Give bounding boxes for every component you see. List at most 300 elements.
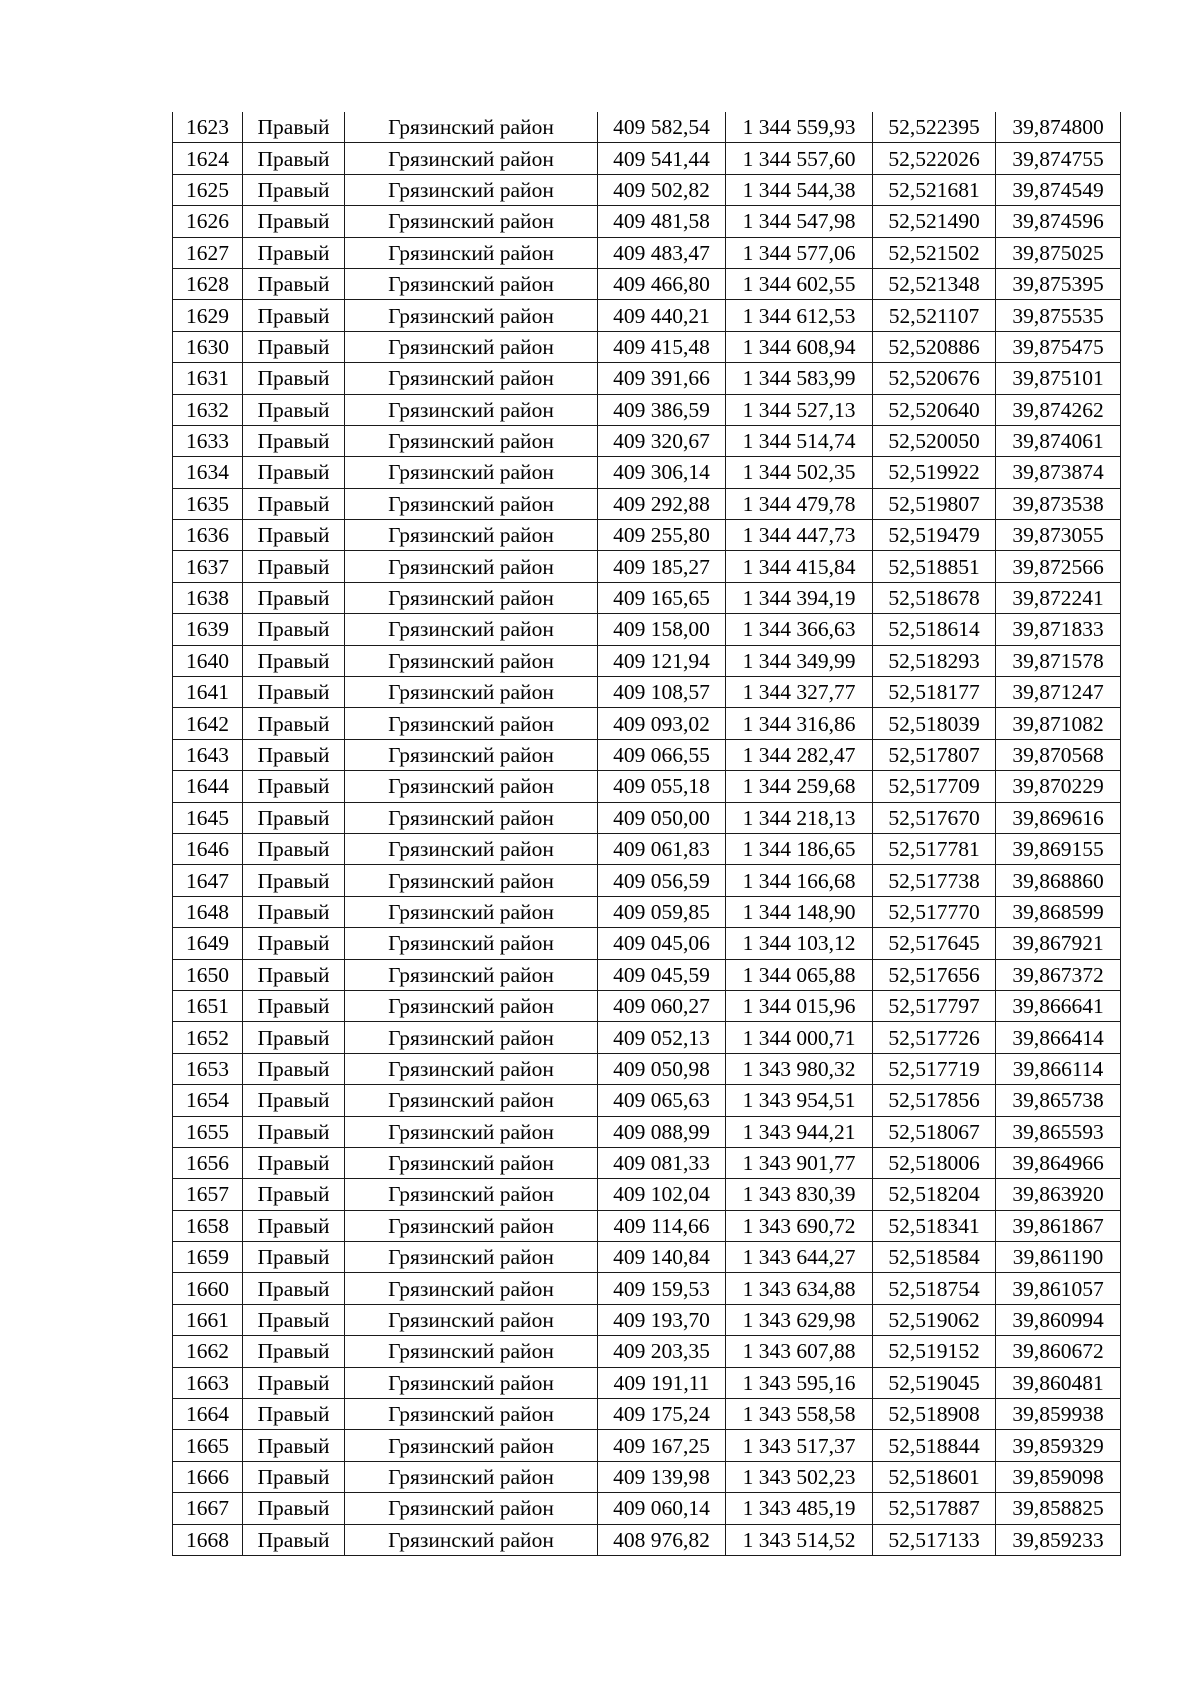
district-cell: Грязинский район xyxy=(345,928,598,959)
latitude-cell: 52,518584 xyxy=(873,1242,996,1273)
x-coordinate-cell: 409 193,70 xyxy=(598,1304,726,1335)
bank-side-cell: Правый xyxy=(243,990,345,1021)
point-number-cell: 1660 xyxy=(173,1273,243,1304)
longitude-cell: 39,875475 xyxy=(996,331,1121,362)
bank-side-cell: Правый xyxy=(243,928,345,959)
longitude-cell: 39,861190 xyxy=(996,1242,1121,1273)
x-coordinate-cell: 409 108,57 xyxy=(598,677,726,708)
x-coordinate-cell: 409 203,35 xyxy=(598,1336,726,1367)
y-coordinate-cell: 1 343 830,39 xyxy=(726,1179,873,1210)
y-coordinate-cell: 1 343 595,16 xyxy=(726,1367,873,1398)
y-coordinate-cell: 1 344 065,88 xyxy=(726,959,873,990)
x-coordinate-cell: 409 059,85 xyxy=(598,896,726,927)
x-coordinate-cell: 409 466,80 xyxy=(598,268,726,299)
bank-side-cell: Правый xyxy=(243,1179,345,1210)
longitude-cell: 39,868860 xyxy=(996,865,1121,896)
latitude-cell: 52,519807 xyxy=(873,488,996,519)
bank-side-cell: Правый xyxy=(243,331,345,362)
bank-side-cell: Правый xyxy=(243,143,345,174)
longitude-cell: 39,865738 xyxy=(996,1085,1121,1116)
point-number-cell: 1648 xyxy=(173,896,243,927)
point-number-cell: 1649 xyxy=(173,928,243,959)
point-number-cell: 1623 xyxy=(173,112,243,143)
district-cell: Грязинский район xyxy=(345,1273,598,1304)
bank-side-cell: Правый xyxy=(243,363,345,394)
table-row xyxy=(173,488,1121,519)
longitude-cell: 39,875025 xyxy=(996,237,1121,268)
latitude-cell: 52,519922 xyxy=(873,457,996,488)
point-number-cell: 1632 xyxy=(173,394,243,425)
y-coordinate-cell: 1 343 690,72 xyxy=(726,1210,873,1241)
latitude-cell: 52,517726 xyxy=(873,1022,996,1053)
bank-side-cell: Правый xyxy=(243,1430,345,1461)
bank-side-cell: Правый xyxy=(243,1493,345,1524)
table-row xyxy=(173,331,1121,362)
longitude-cell: 39,859329 xyxy=(996,1430,1121,1461)
point-number-cell: 1631 xyxy=(173,363,243,394)
longitude-cell: 39,872241 xyxy=(996,582,1121,613)
table-row xyxy=(173,833,1121,864)
table-row xyxy=(173,928,1121,959)
y-coordinate-cell: 1 344 394,19 xyxy=(726,582,873,613)
x-coordinate-cell: 409 066,55 xyxy=(598,739,726,770)
longitude-cell: 39,871833 xyxy=(996,614,1121,645)
x-coordinate-cell: 409 121,94 xyxy=(598,645,726,676)
latitude-cell: 52,517719 xyxy=(873,1053,996,1084)
bank-side-cell: Правый xyxy=(243,582,345,613)
point-number-cell: 1650 xyxy=(173,959,243,990)
latitude-cell: 52,519479 xyxy=(873,520,996,551)
x-coordinate-cell: 409 306,14 xyxy=(598,457,726,488)
table-row xyxy=(173,1179,1121,1210)
y-coordinate-cell: 1 344 015,96 xyxy=(726,990,873,1021)
district-cell: Грязинский район xyxy=(345,771,598,802)
district-cell: Грязинский район xyxy=(345,520,598,551)
table-row xyxy=(173,1367,1121,1398)
table-row xyxy=(173,112,1121,143)
latitude-cell: 52,521348 xyxy=(873,268,996,299)
x-coordinate-cell: 409 483,47 xyxy=(598,237,726,268)
table-row xyxy=(173,1147,1121,1178)
table-row xyxy=(173,174,1121,205)
point-number-cell: 1656 xyxy=(173,1147,243,1178)
longitude-cell: 39,870229 xyxy=(996,771,1121,802)
latitude-cell: 52,518908 xyxy=(873,1399,996,1430)
latitude-cell: 52,517656 xyxy=(873,959,996,990)
longitude-cell: 39,874061 xyxy=(996,425,1121,456)
table-row xyxy=(173,1085,1121,1116)
table-row xyxy=(173,708,1121,739)
longitude-cell: 39,871247 xyxy=(996,677,1121,708)
y-coordinate-cell: 1 343 944,21 xyxy=(726,1116,873,1147)
district-cell: Грязинский район xyxy=(345,833,598,864)
district-cell: Грязинский район xyxy=(345,708,598,739)
point-number-cell: 1657 xyxy=(173,1179,243,1210)
table-row xyxy=(173,739,1121,770)
longitude-cell: 39,861867 xyxy=(996,1210,1121,1241)
longitude-cell: 39,869155 xyxy=(996,833,1121,864)
table-row xyxy=(173,1336,1121,1367)
latitude-cell: 52,518851 xyxy=(873,551,996,582)
bank-side-cell: Правый xyxy=(243,959,345,990)
point-number-cell: 1664 xyxy=(173,1399,243,1430)
x-coordinate-cell: 409 391,66 xyxy=(598,363,726,394)
district-cell: Грязинский район xyxy=(345,802,598,833)
longitude-cell: 39,867372 xyxy=(996,959,1121,990)
bank-side-cell: Правый xyxy=(243,645,345,676)
longitude-cell: 39,875535 xyxy=(996,300,1121,331)
point-number-cell: 1666 xyxy=(173,1461,243,1492)
district-cell: Грязинский район xyxy=(345,645,598,676)
district-cell: Грязинский район xyxy=(345,1367,598,1398)
point-number-cell: 1658 xyxy=(173,1210,243,1241)
bank-side-cell: Правый xyxy=(243,614,345,645)
x-coordinate-cell: 409 140,84 xyxy=(598,1242,726,1273)
point-number-cell: 1659 xyxy=(173,1242,243,1273)
district-cell: Грязинский район xyxy=(345,865,598,896)
table-row xyxy=(173,237,1121,268)
point-number-cell: 1661 xyxy=(173,1304,243,1335)
table-row xyxy=(173,990,1121,1021)
bank-side-cell: Правый xyxy=(243,1336,345,1367)
bank-side-cell: Правый xyxy=(243,1399,345,1430)
y-coordinate-cell: 1 344 415,84 xyxy=(726,551,873,582)
longitude-cell: 39,859938 xyxy=(996,1399,1121,1430)
district-cell: Грязинский район xyxy=(345,1304,598,1335)
longitude-cell: 39,860481 xyxy=(996,1367,1121,1398)
bank-side-cell: Правый xyxy=(243,1022,345,1053)
point-number-cell: 1662 xyxy=(173,1336,243,1367)
bank-side-cell: Правый xyxy=(243,1273,345,1304)
y-coordinate-cell: 1 344 547,98 xyxy=(726,206,873,237)
latitude-cell: 52,519152 xyxy=(873,1336,996,1367)
table-row xyxy=(173,268,1121,299)
point-number-cell: 1652 xyxy=(173,1022,243,1053)
latitude-cell: 52,518614 xyxy=(873,614,996,645)
point-number-cell: 1653 xyxy=(173,1053,243,1084)
point-number-cell: 1625 xyxy=(173,174,243,205)
coordinates-table xyxy=(172,112,1121,1556)
bank-side-cell: Правый xyxy=(243,1242,345,1273)
latitude-cell: 52,517856 xyxy=(873,1085,996,1116)
y-coordinate-cell: 1 344 259,68 xyxy=(726,771,873,802)
latitude-cell: 52,517781 xyxy=(873,833,996,864)
district-cell: Грязинский район xyxy=(345,1210,598,1241)
point-number-cell: 1663 xyxy=(173,1367,243,1398)
point-number-cell: 1647 xyxy=(173,865,243,896)
y-coordinate-cell: 1 344 148,90 xyxy=(726,896,873,927)
y-coordinate-cell: 1 344 103,12 xyxy=(726,928,873,959)
table-row xyxy=(173,1273,1121,1304)
table-row xyxy=(173,771,1121,802)
x-coordinate-cell: 409 060,27 xyxy=(598,990,726,1021)
y-coordinate-cell: 1 343 485,19 xyxy=(726,1493,873,1524)
x-coordinate-cell: 409 093,02 xyxy=(598,708,726,739)
y-coordinate-cell: 1 343 558,58 xyxy=(726,1399,873,1430)
table-row xyxy=(173,1430,1121,1461)
district-cell: Грязинский район xyxy=(345,1147,598,1178)
district-cell: Грязинский район xyxy=(345,614,598,645)
district-cell: Грязинский район xyxy=(345,1399,598,1430)
district-cell: Грязинский район xyxy=(345,896,598,927)
y-coordinate-cell: 1 343 629,98 xyxy=(726,1304,873,1335)
y-coordinate-cell: 1 344 316,86 xyxy=(726,708,873,739)
longitude-cell: 39,866641 xyxy=(996,990,1121,1021)
x-coordinate-cell: 409 191,11 xyxy=(598,1367,726,1398)
latitude-cell: 52,517709 xyxy=(873,771,996,802)
longitude-cell: 39,875395 xyxy=(996,268,1121,299)
x-coordinate-cell: 409 060,14 xyxy=(598,1493,726,1524)
longitude-cell: 39,874596 xyxy=(996,206,1121,237)
point-number-cell: 1643 xyxy=(173,739,243,770)
latitude-cell: 52,518204 xyxy=(873,1179,996,1210)
x-coordinate-cell: 409 165,65 xyxy=(598,582,726,613)
y-coordinate-cell: 1 344 186,65 xyxy=(726,833,873,864)
y-coordinate-cell: 1 343 607,88 xyxy=(726,1336,873,1367)
latitude-cell: 52,518754 xyxy=(873,1273,996,1304)
table-row xyxy=(173,394,1121,425)
district-cell: Грязинский район xyxy=(345,739,598,770)
y-coordinate-cell: 1 344 327,77 xyxy=(726,677,873,708)
district-cell: Грязинский район xyxy=(345,268,598,299)
bank-side-cell: Правый xyxy=(243,677,345,708)
point-number-cell: 1629 xyxy=(173,300,243,331)
point-number-cell: 1624 xyxy=(173,143,243,174)
bank-side-cell: Правый xyxy=(243,1367,345,1398)
district-cell: Грязинский район xyxy=(345,112,598,143)
district-cell: Грязинский район xyxy=(345,1336,598,1367)
latitude-cell: 52,521502 xyxy=(873,237,996,268)
latitude-cell: 52,518844 xyxy=(873,1430,996,1461)
latitude-cell: 52,521681 xyxy=(873,174,996,205)
district-cell: Грязинский район xyxy=(345,488,598,519)
longitude-cell: 39,860672 xyxy=(996,1336,1121,1367)
table-row xyxy=(173,802,1121,833)
latitude-cell: 52,517738 xyxy=(873,865,996,896)
x-coordinate-cell: 409 185,27 xyxy=(598,551,726,582)
longitude-cell: 39,873538 xyxy=(996,488,1121,519)
bank-side-cell: Правый xyxy=(243,520,345,551)
point-number-cell: 1667 xyxy=(173,1493,243,1524)
point-number-cell: 1639 xyxy=(173,614,243,645)
longitude-cell: 39,860994 xyxy=(996,1304,1121,1335)
latitude-cell: 52,517807 xyxy=(873,739,996,770)
bank-side-cell: Правый xyxy=(243,771,345,802)
y-coordinate-cell: 1 344 612,53 xyxy=(726,300,873,331)
y-coordinate-cell: 1 343 517,37 xyxy=(726,1430,873,1461)
latitude-cell: 52,518039 xyxy=(873,708,996,739)
district-cell: Грязинский район xyxy=(345,990,598,1021)
x-coordinate-cell: 409 061,83 xyxy=(598,833,726,864)
longitude-cell: 39,866114 xyxy=(996,1053,1121,1084)
longitude-cell: 39,869616 xyxy=(996,802,1121,833)
table-row xyxy=(173,1116,1121,1147)
x-coordinate-cell: 409 159,53 xyxy=(598,1273,726,1304)
district-cell: Грязинский район xyxy=(345,582,598,613)
x-coordinate-cell: 409 292,88 xyxy=(598,488,726,519)
x-coordinate-cell: 409 045,06 xyxy=(598,928,726,959)
longitude-cell: 39,874262 xyxy=(996,394,1121,425)
x-coordinate-cell: 409 050,98 xyxy=(598,1053,726,1084)
bank-side-cell: Правый xyxy=(243,1461,345,1492)
table-row xyxy=(173,896,1121,927)
longitude-cell: 39,875101 xyxy=(996,363,1121,394)
bank-side-cell: Правый xyxy=(243,1524,345,1555)
table-row xyxy=(173,300,1121,331)
district-cell: Грязинский район xyxy=(345,363,598,394)
y-coordinate-cell: 1 343 634,88 xyxy=(726,1273,873,1304)
district-cell: Грязинский район xyxy=(345,1430,598,1461)
table-row xyxy=(173,425,1121,456)
district-cell: Грязинский район xyxy=(345,206,598,237)
district-cell: Грязинский район xyxy=(345,1116,598,1147)
district-cell: Грязинский район xyxy=(345,394,598,425)
x-coordinate-cell: 409 415,48 xyxy=(598,331,726,362)
longitude-cell: 39,871082 xyxy=(996,708,1121,739)
latitude-cell: 52,517645 xyxy=(873,928,996,959)
table-row xyxy=(173,363,1121,394)
y-coordinate-cell: 1 344 349,99 xyxy=(726,645,873,676)
district-cell: Грязинский район xyxy=(345,1524,598,1555)
table-row xyxy=(173,959,1121,990)
y-coordinate-cell: 1 344 479,78 xyxy=(726,488,873,519)
latitude-cell: 52,518177 xyxy=(873,677,996,708)
table-row xyxy=(173,1022,1121,1053)
district-cell: Грязинский район xyxy=(345,1022,598,1053)
latitude-cell: 52,517770 xyxy=(873,896,996,927)
point-number-cell: 1654 xyxy=(173,1085,243,1116)
latitude-cell: 52,517797 xyxy=(873,990,996,1021)
x-coordinate-cell: 409 481,58 xyxy=(598,206,726,237)
longitude-cell: 39,859098 xyxy=(996,1461,1121,1492)
point-number-cell: 1635 xyxy=(173,488,243,519)
point-number-cell: 1665 xyxy=(173,1430,243,1461)
y-coordinate-cell: 1 344 527,13 xyxy=(726,394,873,425)
table-row xyxy=(173,582,1121,613)
point-number-cell: 1646 xyxy=(173,833,243,864)
latitude-cell: 52,517670 xyxy=(873,802,996,833)
district-cell: Грязинский район xyxy=(345,1179,598,1210)
y-coordinate-cell: 1 344 000,71 xyxy=(726,1022,873,1053)
longitude-cell: 39,872566 xyxy=(996,551,1121,582)
x-coordinate-cell: 409 582,54 xyxy=(598,112,726,143)
point-number-cell: 1633 xyxy=(173,425,243,456)
point-number-cell: 1644 xyxy=(173,771,243,802)
table-row xyxy=(173,206,1121,237)
x-coordinate-cell: 409 386,59 xyxy=(598,394,726,425)
district-cell: Грязинский район xyxy=(345,300,598,331)
district-cell: Грязинский район xyxy=(345,677,598,708)
longitude-cell: 39,864966 xyxy=(996,1147,1121,1178)
table-row xyxy=(173,865,1121,896)
point-number-cell: 1668 xyxy=(173,1524,243,1555)
bank-side-cell: Правый xyxy=(243,206,345,237)
point-number-cell: 1637 xyxy=(173,551,243,582)
x-coordinate-cell: 409 052,13 xyxy=(598,1022,726,1053)
latitude-cell: 52,518293 xyxy=(873,645,996,676)
bank-side-cell: Правый xyxy=(243,1053,345,1084)
y-coordinate-cell: 1 344 166,68 xyxy=(726,865,873,896)
point-number-cell: 1641 xyxy=(173,677,243,708)
y-coordinate-cell: 1 344 514,74 xyxy=(726,425,873,456)
y-coordinate-cell: 1 344 577,06 xyxy=(726,237,873,268)
district-cell: Грязинский район xyxy=(345,237,598,268)
y-coordinate-cell: 1 344 559,93 xyxy=(726,112,873,143)
x-coordinate-cell: 409 050,00 xyxy=(598,802,726,833)
y-coordinate-cell: 1 344 544,38 xyxy=(726,174,873,205)
x-coordinate-cell: 409 255,80 xyxy=(598,520,726,551)
point-number-cell: 1645 xyxy=(173,802,243,833)
table-row xyxy=(173,1399,1121,1430)
bank-side-cell: Правый xyxy=(243,1085,345,1116)
coordinates-table-body xyxy=(173,112,1121,1555)
table-row xyxy=(173,1053,1121,1084)
y-coordinate-cell: 1 344 218,13 xyxy=(726,802,873,833)
longitude-cell: 39,863920 xyxy=(996,1179,1121,1210)
longitude-cell: 39,861057 xyxy=(996,1273,1121,1304)
table-row xyxy=(173,1304,1121,1335)
latitude-cell: 52,518601 xyxy=(873,1461,996,1492)
longitude-cell: 39,870568 xyxy=(996,739,1121,770)
point-number-cell: 1630 xyxy=(173,331,243,362)
y-coordinate-cell: 1 344 502,35 xyxy=(726,457,873,488)
longitude-cell: 39,874549 xyxy=(996,174,1121,205)
bank-side-cell: Правый xyxy=(243,833,345,864)
latitude-cell: 52,517133 xyxy=(873,1524,996,1555)
longitude-cell: 39,868599 xyxy=(996,896,1121,927)
table-row xyxy=(173,457,1121,488)
latitude-cell: 52,522395 xyxy=(873,112,996,143)
longitude-cell: 39,867921 xyxy=(996,928,1121,959)
bank-side-cell: Правый xyxy=(243,739,345,770)
district-cell: Грязинский район xyxy=(345,1242,598,1273)
y-coordinate-cell: 1 343 901,77 xyxy=(726,1147,873,1178)
x-coordinate-cell: 409 440,21 xyxy=(598,300,726,331)
table-row xyxy=(173,1242,1121,1273)
table-row xyxy=(173,1461,1121,1492)
bank-side-cell: Правый xyxy=(243,1116,345,1147)
bank-side-cell: Правый xyxy=(243,1304,345,1335)
latitude-cell: 52,518067 xyxy=(873,1116,996,1147)
bank-side-cell: Правый xyxy=(243,112,345,143)
x-coordinate-cell: 409 088,99 xyxy=(598,1116,726,1147)
x-coordinate-cell: 409 139,98 xyxy=(598,1461,726,1492)
longitude-cell: 39,858825 xyxy=(996,1493,1121,1524)
longitude-cell: 39,874755 xyxy=(996,143,1121,174)
bank-side-cell: Правый xyxy=(243,1147,345,1178)
district-cell: Грязинский район xyxy=(345,1053,598,1084)
y-coordinate-cell: 1 344 608,94 xyxy=(726,331,873,362)
bank-side-cell: Правый xyxy=(243,268,345,299)
x-coordinate-cell: 408 976,82 xyxy=(598,1524,726,1555)
point-number-cell: 1640 xyxy=(173,645,243,676)
point-number-cell: 1638 xyxy=(173,582,243,613)
longitude-cell: 39,859233 xyxy=(996,1524,1121,1555)
latitude-cell: 52,518678 xyxy=(873,582,996,613)
y-coordinate-cell: 1 344 602,55 xyxy=(726,268,873,299)
latitude-cell: 52,520886 xyxy=(873,331,996,362)
bank-side-cell: Правый xyxy=(243,394,345,425)
x-coordinate-cell: 409 175,24 xyxy=(598,1399,726,1430)
table-row xyxy=(173,677,1121,708)
bank-side-cell: Правый xyxy=(243,802,345,833)
table-row xyxy=(173,1210,1121,1241)
x-coordinate-cell: 409 102,04 xyxy=(598,1179,726,1210)
bank-side-cell: Правый xyxy=(243,551,345,582)
x-coordinate-cell: 409 114,66 xyxy=(598,1210,726,1241)
x-coordinate-cell: 409 081,33 xyxy=(598,1147,726,1178)
latitude-cell: 52,517887 xyxy=(873,1493,996,1524)
